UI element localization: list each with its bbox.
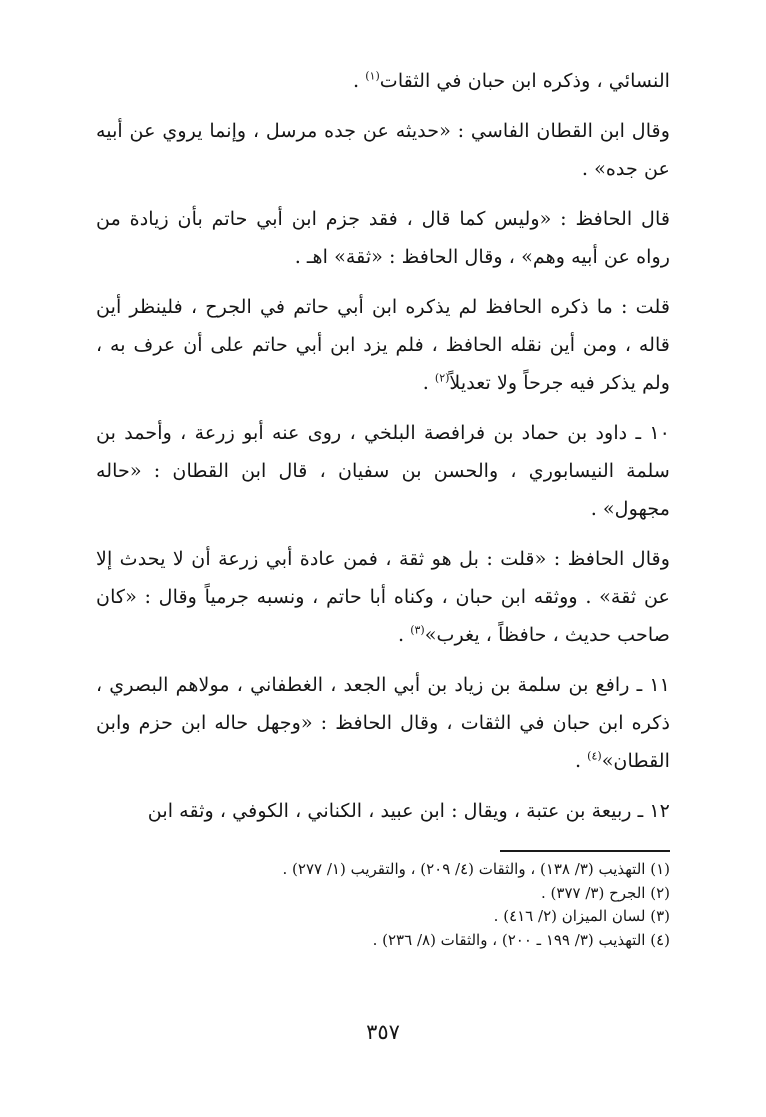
paragraph-1: النسائي ، وذكره ابن حبان في الثقات$^{(١)}$ . [353, 69, 670, 92]
page-number: ٣٥٧ [366, 1020, 400, 1044]
paragraph-entry-12: ١٢ ـ ربيعة بن عتبة ، ويقال : ابن عبيد ، الكناني ، الكوفي ، وثقه ابن [147, 799, 670, 822]
footnotes [96, 858, 670, 952]
footnote-4: (٤) التهذيب (٣/ ١٩٩ ـ ٢٠٠) ، والثقات (٨/ ٢٣٦) . [372, 930, 670, 949]
footnote-marker-2: (٢) [434, 371, 450, 385]
footnote-1: (١) التهذيب (٣/ ١٣٨) ، والثقات (٤/ ٢٠٩) ، والتقريب (١/ ٢٧٧) . [282, 860, 670, 878]
footnote-marker-3: (٣) [410, 623, 425, 637]
footnote-marker-4: (٤) [587, 749, 602, 763]
paragraph-3: قال الحافظ : «وليس كما قال ، فقد جزم ابن أبي حاتم بأن زيادة من رواه عن أبيه وهم» ، وقال الحافظ : «ثقة» اهـ . [96, 207, 670, 268]
paragraph-2: وقال ابن القطان الفاسي : «حديثه عن جده مرسل ، وإنما يروي عن أبيه عن جده» . [96, 119, 670, 180]
paragraph-entry-11: ١١ ـ رافع بن سلمة بن زياد بن أبي الجعد ، الغطفاني ، مولاهم البصري ، ذكره ابن حبان في الثقات ، وقال الحافظ : «وجهل حاله ابن حزم وابن القطان»$^{(٤)}$ . [96, 673, 670, 772]
book-page [96, 62, 670, 1062]
footnote-3: (٣) لسان الميزان (٢/ ٤١٦) . [493, 907, 670, 925]
paragraph-entry-10: ١٠ ـ داود بن حماد بن فرافصة البلخي ، روى عنه أبو زرعة ، وأحمد بن سلمة النيسابوري ، والحسن بن سفيان ، قال ابن القطان : «حاله مجهول» . [96, 421, 670, 520]
main-text [96, 62, 670, 830]
footnote-divider [500, 850, 670, 852]
paragraph-4: قلت : ما ذكره الحافظ لم يذكره ابن أبي حاتم في الجرح ، فلينظر أين قاله ، ومن أين نقله الحافظ ، فلم يزد ابن أبي حاتم على أن عرف به ، ولم يذكر فيه جرحاً ولا تعديلاً$^{(٢)}$ . [96, 295, 670, 394]
footnote-marker-1: (١) [365, 69, 380, 83]
paragraph-6: وقال الحافظ : «قلت : بل هو ثقة ، فمن عادة أبي زرعة أن لا يحدث إلا عن ثقة» . ووثقه ابن حبان ، وكناه أبا حاتم ، ونسبه جرمياً وقال : «كان صاحب حديث ، حافظاً ، يغرب»$^{(٣)}$ . [96, 547, 670, 646]
footnote-2: (٢) الجرح (٣/ ٣٧٧) . [541, 883, 670, 902]
